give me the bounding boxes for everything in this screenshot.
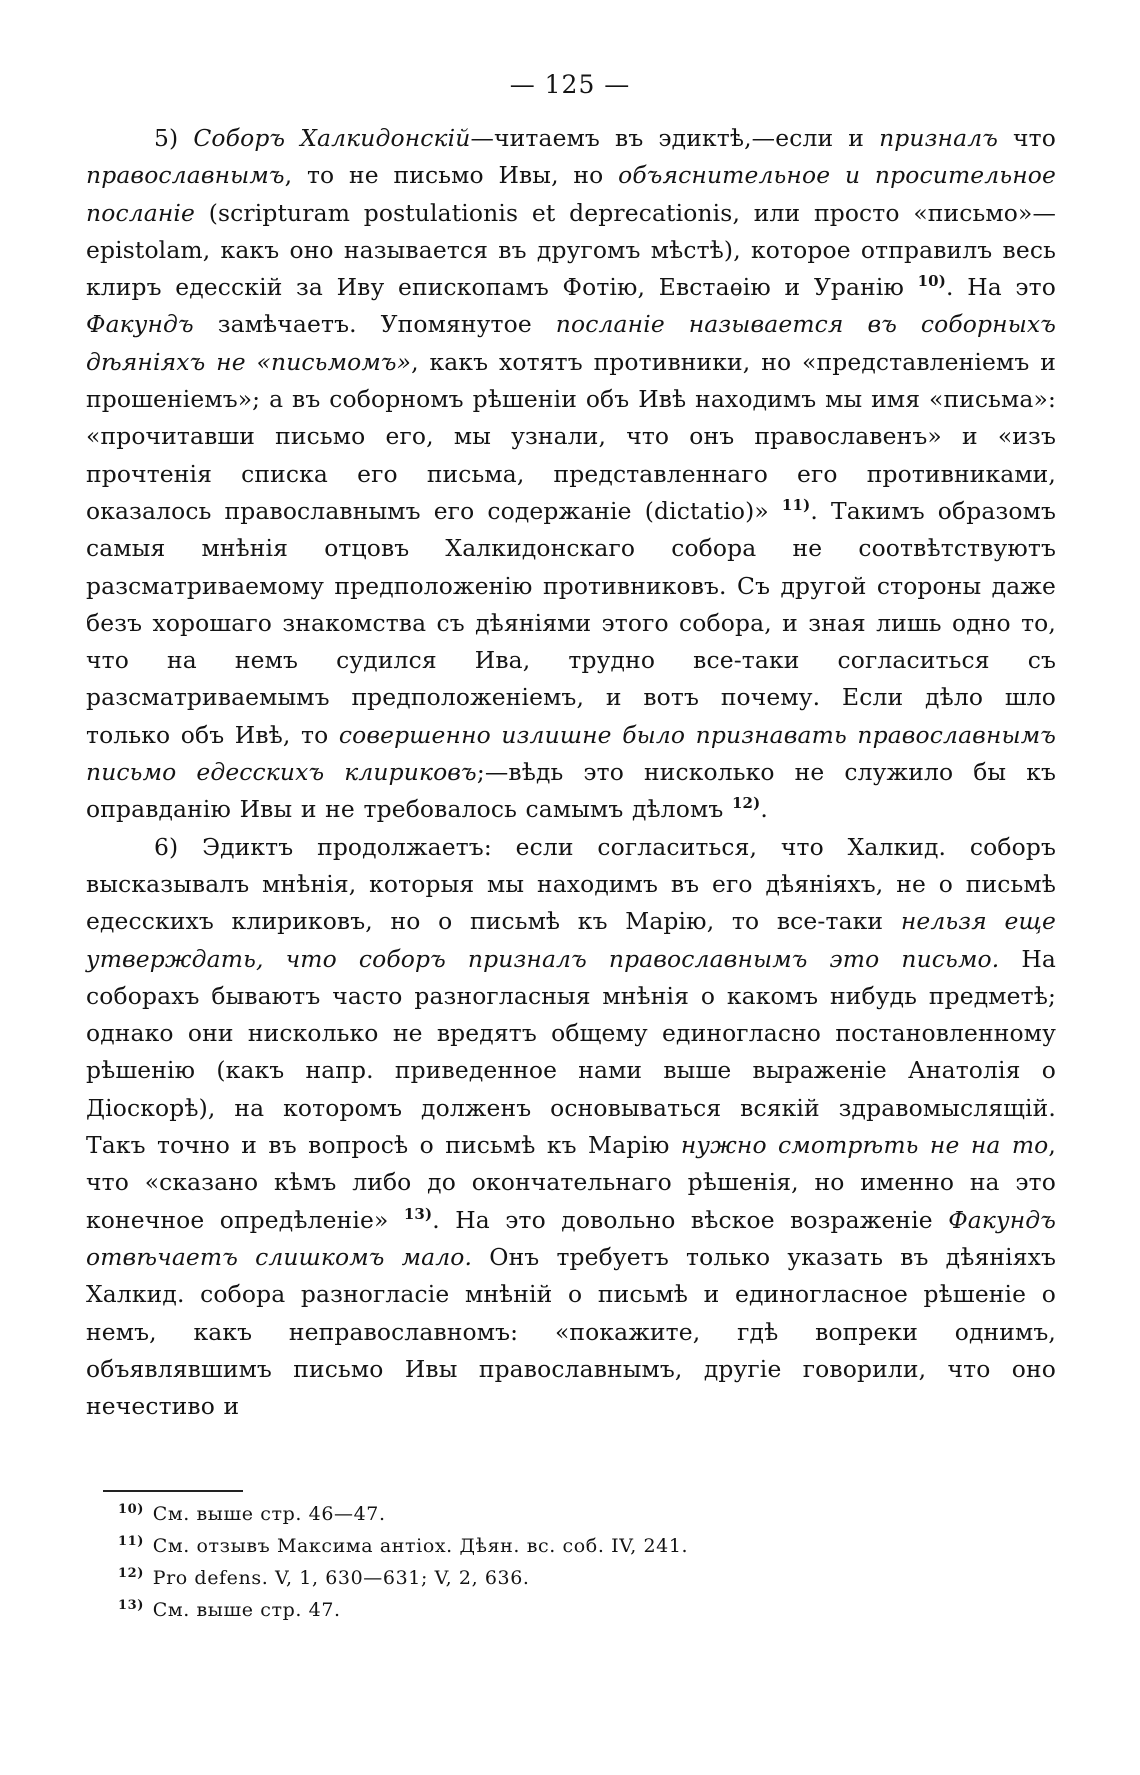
footnote [118, 1498, 1018, 1530]
text-run: На соборахъ бываютъ часто разногласныя мнѣнія о какомъ нибудь предметѣ; однако они нисколько не вредятъ общему единогласно постановленному рѣшенію (какъ напр. приведенное нами выше выраженіе Анатолія о Діоскорѣ), на которомъ долженъ основываться всякій здравомыслящій. Такъ точно и въ вопросѣ о письмѣ къ Марію [86, 944, 1056, 1160]
text-run: —читаемъ въ эдиктѣ,—если и [470, 124, 880, 152]
text-run: 5) [154, 124, 194, 152]
italic-text: нельзя еще утверждать, что соборъ призналъ православнымъ это письмо. [86, 907, 1057, 973]
footnote-ref: 12) [731, 794, 761, 813]
text-run: , что «сказано кѣмъ либо до окончательнаго рѣшенія, но именно на это конечное опредѣленіе» [86, 1131, 1057, 1234]
footnote [118, 1562, 1018, 1594]
footnote-text: См. отзывъ Максима антіох. Дѣян. вс. соб. IV, 241. [152, 1535, 689, 1557]
footnote-ref: 11) [781, 496, 811, 515]
footnote [118, 1594, 1018, 1626]
footnote-divider [103, 1490, 243, 1492]
text-run: что [997, 124, 1056, 152]
text-run: 6) Эдиктъ продолжаетъ: если согласиться, что Халкид. соборъ высказывалъ мнѣнія, которыя мы находимъ въ его дѣяніяхъ, не о письмѣ едесскихъ клириковъ, но о письмѣ къ Марію, то все-таки [86, 832, 1056, 936]
footnote-text: См. выше стр. 47. [152, 1599, 341, 1621]
text-run: . Такимъ образомъ самыя мнѣнія отцовъ Халкидонскаго собора не соотвѣтствуютъ разсматриваемому предположенію противниковъ. Съ другой стороны даже безъ хорошаго знакомства съ дѣяніями этого собора, и зная лишь одно то, что на немъ судился Ива, трудно все-таки согласиться съ разсматриваемымъ предположеніемъ, и вотъ почему. Если дѣло шло только объ Ивѣ, то [86, 496, 1056, 749]
text-run: Онъ требуетъ только указать въ дѣяніяхъ Халкид. собора разногласіе мнѣній о письмѣ и единогласное рѣшеніе о немъ, какъ неправославномъ: «покажите, гдѣ вопреки однимъ, объявлявшимъ письмо Ивы православнымъ, другіе говорили, что оно нечестиво и [86, 1242, 1057, 1421]
footnote-ref: 13) [403, 1204, 433, 1223]
italic-text: посланіе называется въ соборныхъ дѣяніяхъ не «письмомъ» [86, 310, 1056, 376]
italic-text: Факундъ отвѣчаетъ слишкомъ мало. [86, 1205, 1056, 1271]
footnote-number: 13) [118, 1597, 145, 1613]
footnote-number: 11) [118, 1533, 145, 1549]
footnotes [118, 1498, 1018, 1626]
footnote-number: 12) [118, 1565, 145, 1581]
footnote-text: Pro defens. V, 1, 630—631; V, 2, 636. [152, 1567, 530, 1589]
italic-text: нужно смотрѣть не на то [680, 1131, 1049, 1160]
footnote-ref: 10) [917, 272, 947, 291]
text-run: ;—вѣдь это нисколько не служило бы къ оправданію Ивы и не требовалось самымъ дѣломъ [86, 758, 1057, 824]
text-run: . На это [946, 273, 1056, 302]
page-number: — 125 — [509, 70, 631, 99]
italic-text: совершенно излишне было признавать православнымъ письмо едесскихъ клириковъ [86, 720, 1056, 787]
main-text [86, 120, 1056, 1425]
paragraph [86, 120, 1056, 829]
italic-text: призналъ [879, 124, 998, 152]
italic-text: объяснительное и просительное посланіе [86, 161, 1056, 227]
italic-text: Факундъ [86, 310, 194, 339]
italic-text: Соборъ Халкидонскій [193, 124, 471, 152]
text-run: . [760, 795, 768, 824]
text-run: замѣчаетъ. Упомянутое [193, 310, 556, 339]
italic-text: православнымъ [86, 161, 285, 190]
footnote-text: См. выше стр. 46—47. [152, 1503, 386, 1525]
text-run: . На это довольно вѣское возраженіе [432, 1205, 949, 1234]
footnote [118, 1530, 1018, 1562]
text-run: , какъ хотятъ противники, но «представленіемъ и прошеніемъ»; а въ соборномъ рѣшеніи объ Ивѣ находимъ мы имя «письма»: «прочитавши письмо его, мы узнали, что онъ православенъ» и «изъ прочтенія списка его письма, представленнаго его противниками, оказалось православнымъ его содержаніе (dictatio)» [86, 347, 1056, 525]
text-run: (scripturam postulationis et deprecationis, или просто «письмо»—epistolam, какъ оно называется въ другомъ мѣстѣ), которое отправилъ весь клиръ едесскій за Иву епископамъ Фотію, Евстаѳію и Уранію [86, 198, 1056, 302]
text-run: , то не письмо Ивы, но [284, 161, 619, 190]
footnote-number: 10) [118, 1501, 145, 1517]
paragraph [86, 829, 1056, 1426]
